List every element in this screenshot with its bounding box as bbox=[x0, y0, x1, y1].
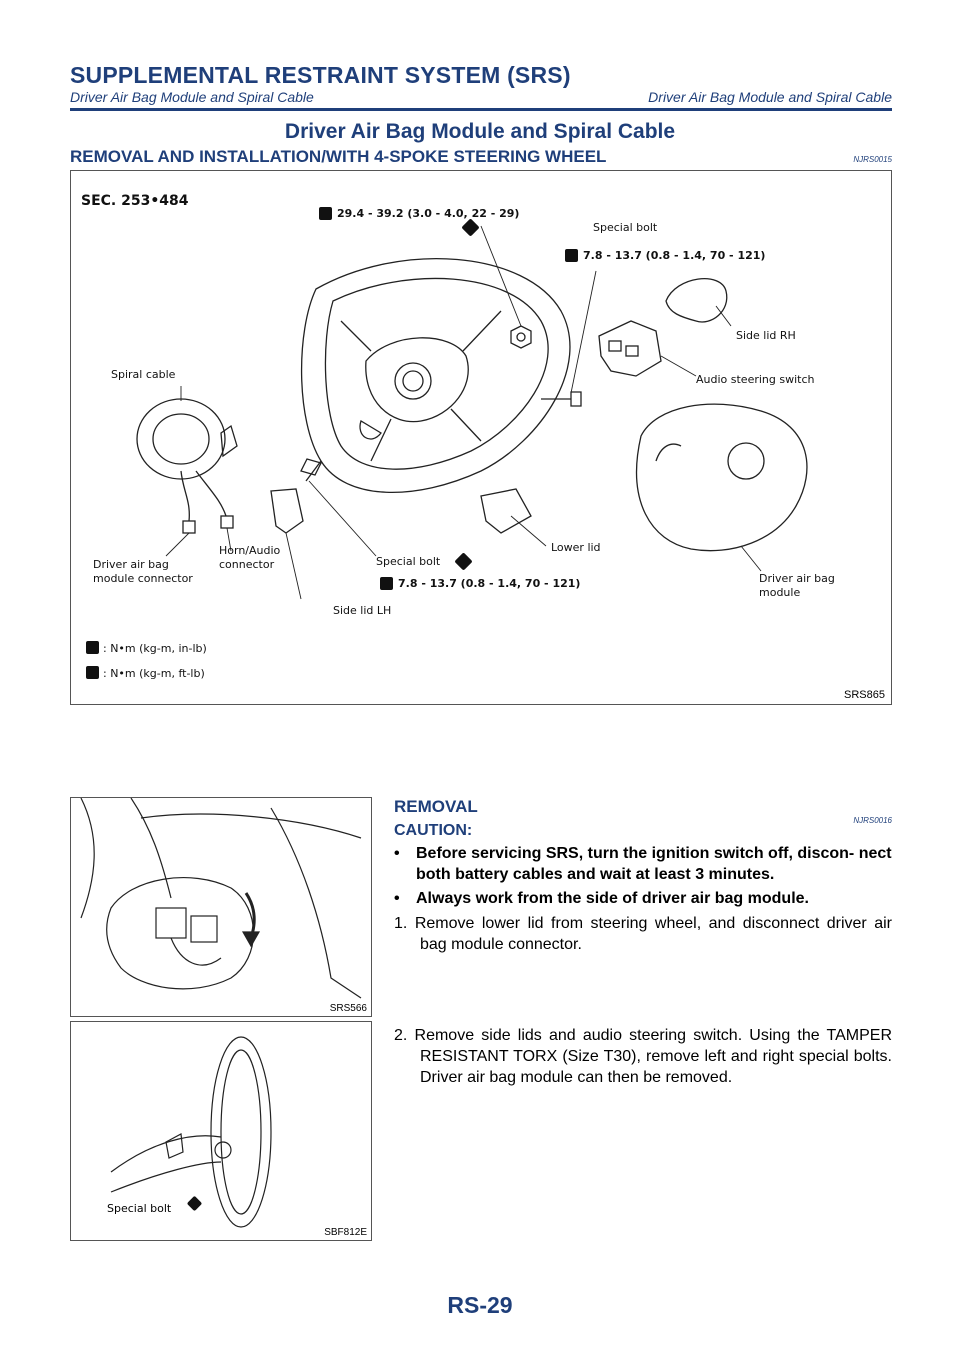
caution-bullet-2 bbox=[394, 888, 892, 909]
steering-wheel-rim bbox=[302, 259, 570, 493]
connector-label-1: Driver air bag bbox=[93, 558, 169, 571]
photo-special-bolt bbox=[70, 1021, 372, 1241]
figure-id: SRS865 bbox=[844, 689, 885, 701]
removal-heading: REMOVAL bbox=[394, 797, 478, 816]
torque-bolt-2-label: 7.8 - 13.7 (0.8 - 1.4, 70 - 121) bbox=[398, 577, 581, 590]
header-rule bbox=[70, 108, 892, 111]
special-bolt-label-2: Special bolt bbox=[376, 555, 441, 568]
audio-switch-part bbox=[599, 321, 661, 376]
subheading-ref: NJRS0015 bbox=[853, 155, 892, 164]
page-number: RS-29 bbox=[447, 1292, 513, 1318]
header-subtitle: Driver Air Bag Module and Spiral Cable bbox=[70, 89, 314, 105]
spiral-cable-part bbox=[137, 399, 225, 479]
side-lid-rh-label: Side lid RH bbox=[736, 329, 796, 342]
removal-step-2 bbox=[394, 1025, 892, 1088]
photo-connector-drawing bbox=[71, 798, 371, 1016]
section-title: Driver Air Bag Module and Spiral Cable bbox=[284, 120, 676, 143]
caution-label: CAUTION: bbox=[394, 822, 473, 839]
removal-step-1-text: 1. Remove lower lid from steering wheel, and disconnect driver air bag module connector. bbox=[394, 915, 892, 953]
lower-lid-label: Lower lid bbox=[551, 541, 601, 554]
module-label-1: Driver air bag bbox=[759, 572, 835, 585]
caution-bullet-2-text: Always work from the side of driver air bag module. bbox=[416, 890, 809, 907]
connector-label-2: module connector bbox=[93, 572, 193, 585]
torque-inlb-icon bbox=[565, 249, 578, 262]
torque-bolt-1-label: 7.8 - 13.7 (0.8 - 1.4, 70 - 121) bbox=[583, 249, 766, 262]
special-bolt-photo-icon bbox=[187, 1196, 203, 1212]
section-subheading: REMOVAL AND INSTALLATION/WITH 4-SPOKE STEERING WHEEL bbox=[70, 147, 607, 166]
side-lid-lh-label: Side lid LH bbox=[333, 604, 392, 617]
photo-special-bolt-id: SBF812E bbox=[324, 1227, 367, 1238]
special-bolt-icon bbox=[461, 218, 479, 236]
torque-top-label: 29.4 - 39.2 (3.0 - 4.0, 22 - 29) bbox=[337, 207, 520, 220]
spiral-cable-label: Spiral cable bbox=[111, 368, 176, 381]
audio-switch-label: Audio steering switch bbox=[696, 373, 815, 386]
bullet-mark: • bbox=[394, 845, 400, 862]
legend-inlb-icon bbox=[86, 641, 99, 654]
air-bag-module-part bbox=[637, 404, 807, 551]
torque-inlb-icon-2 bbox=[380, 577, 393, 590]
bullet-mark: • bbox=[394, 890, 400, 907]
horn-label-2: connector bbox=[219, 558, 275, 571]
legend-ftlb-label: : N•m (kg-m, ft-lb) bbox=[103, 667, 205, 680]
side-lid-lh-part bbox=[271, 489, 303, 533]
exploded-diagram bbox=[70, 170, 892, 705]
removal-step-2-text: 2. Remove side lids and audio steering switch. Using the TAMPER RESISTANT TORX (Size T30), remove left and right special bolts. Driver air bag module can then be removed. bbox=[394, 1027, 892, 1086]
torque-ftlb-icon bbox=[319, 207, 332, 220]
caution-bullet-1 bbox=[394, 843, 892, 885]
exploded-diagram-drawing bbox=[71, 171, 891, 704]
removal-step-1 bbox=[394, 913, 892, 955]
special-bolt-part bbox=[301, 459, 321, 481]
sec-number: SEC. 253•484 bbox=[81, 193, 189, 209]
legend-inlb-label: : N•m (kg-m, in-lb) bbox=[103, 642, 207, 655]
header-subtitle-right: Driver Air Bag Module and Spiral Cable bbox=[648, 89, 892, 105]
steering-wheel-hub bbox=[366, 338, 468, 422]
removal-ref: NJRS0016 bbox=[853, 816, 892, 825]
header-title: SUPPLEMENTAL RESTRAINT SYSTEM (SRS) bbox=[70, 62, 571, 88]
photo-connector bbox=[70, 797, 372, 1017]
photo-special-bolt-drawing bbox=[71, 1022, 371, 1240]
photo-connector-id: SRS566 bbox=[329, 1003, 367, 1014]
horn-label-1: Horn/Audio bbox=[219, 544, 281, 557]
module-label-2: module bbox=[759, 586, 801, 599]
special-bolt-photo-label: Special bolt bbox=[107, 1202, 172, 1215]
caution-bullet-1-text: Before servicing SRS, turn the ignition switch off, discon- nect both battery cables and wait at least 3 minutes. bbox=[416, 845, 892, 883]
special-bolt-part-2 bbox=[541, 392, 581, 406]
side-lid-rh-part bbox=[666, 279, 727, 322]
special-bolt-icon-2 bbox=[454, 552, 472, 570]
special-bolt-label-1: Special bolt bbox=[593, 221, 658, 234]
nut-part bbox=[511, 326, 531, 348]
legend-ftlb-icon bbox=[86, 666, 99, 679]
